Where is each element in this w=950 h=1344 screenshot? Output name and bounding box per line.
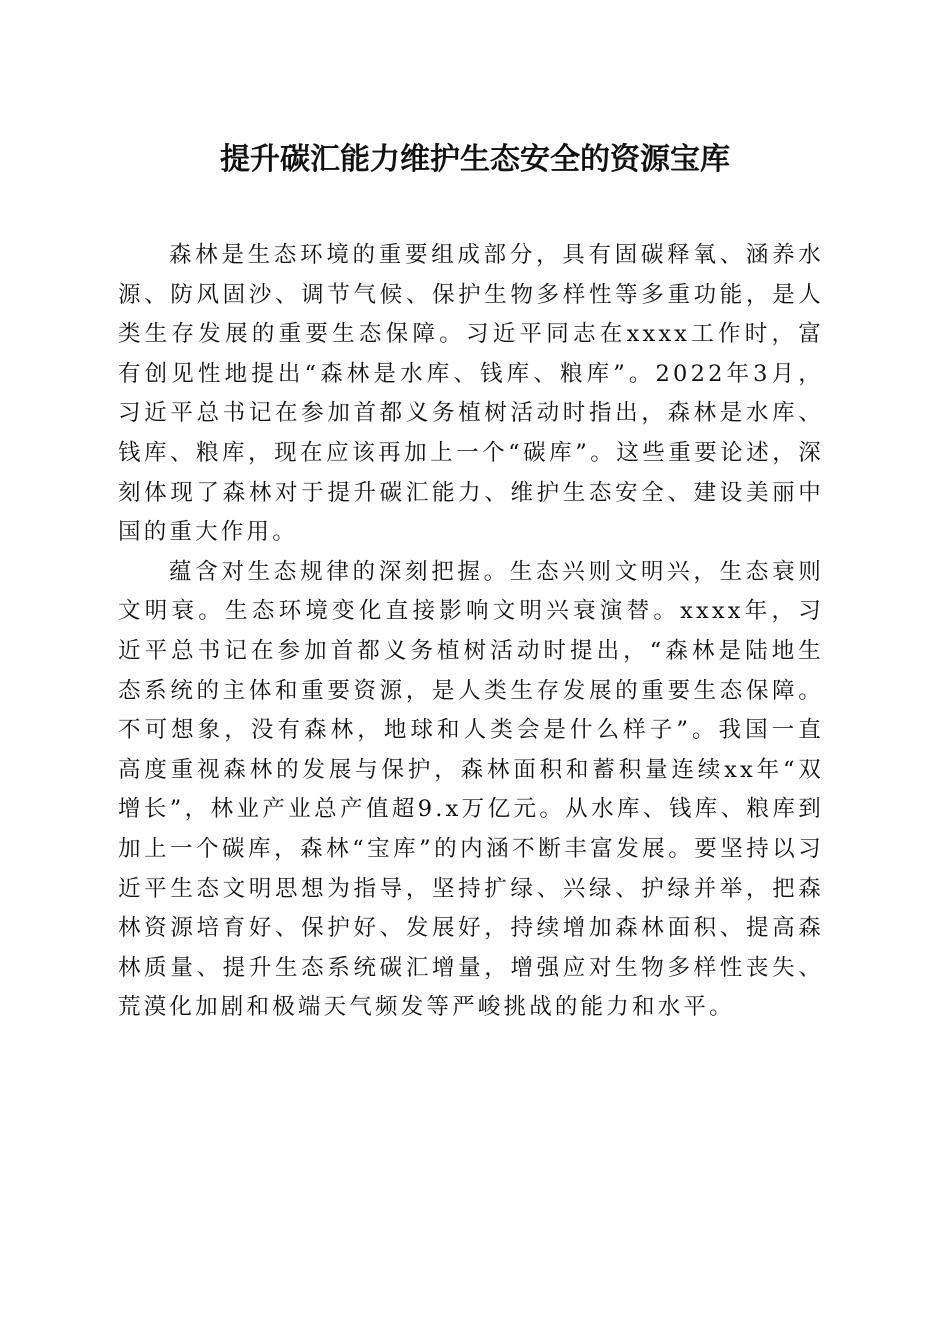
document-title: 提升碳汇能力维护生态安全的资源宝库 [220,142,730,177]
paragraph-1: 森林是生态环境的重要组成部分，具有固碳释氧、涵养水源、防风固沙、调节气候、保护生物多样性等多重功能，是人类生存发展的重要生态保障。习近平同志在xxxx工作时，富有创见性地提出“森林是水库、钱库、粮库”。2022年3月，习近平总书记在参加首都义务植树活动时指出，森林是水库、钱库、粮库，现在应该再加上一个“碳库”。这些重要论述，深刻体现了森林对于提升碳汇能力、维护生态安全、建设美丽中国的重大作用。 [118,242,824,546]
paragraph-2: 蕴含对生态规律的深刻把握。生态兴则文明兴，生态衰则文明衰。生态环境变化直接影响文明兴衰演替。xxxx年，习近平总书记在参加首都义务植树活动时提出，“森林是陆地生态系统的主体和重要资源，是人类生存发展的重要生态保障。不可想象，没有森林，地球和人类会是什么样子”。我国一直高度重视森林的发展与保护，森林面积和蓄积量连续xx年“双增长”，林业产业总产值超9.x万亿元。从水库、钱库、粮库到加上一个碳库，森林“宝库”的内涵不断丰富发展。要坚持以习近平生态文明思想为指导，坚持扩绿、兴绿、护绿并举，把森林资源培育好、保护好、发展好，持续增加森林面积、提高森林质量、提升生态系统碳汇增量，增强应对生物多样性丧失、荒漠化加剧和极端天气频发等严峻挑战的能力和水平。 [118,558,824,1021]
document-body [118,236,824,1028]
